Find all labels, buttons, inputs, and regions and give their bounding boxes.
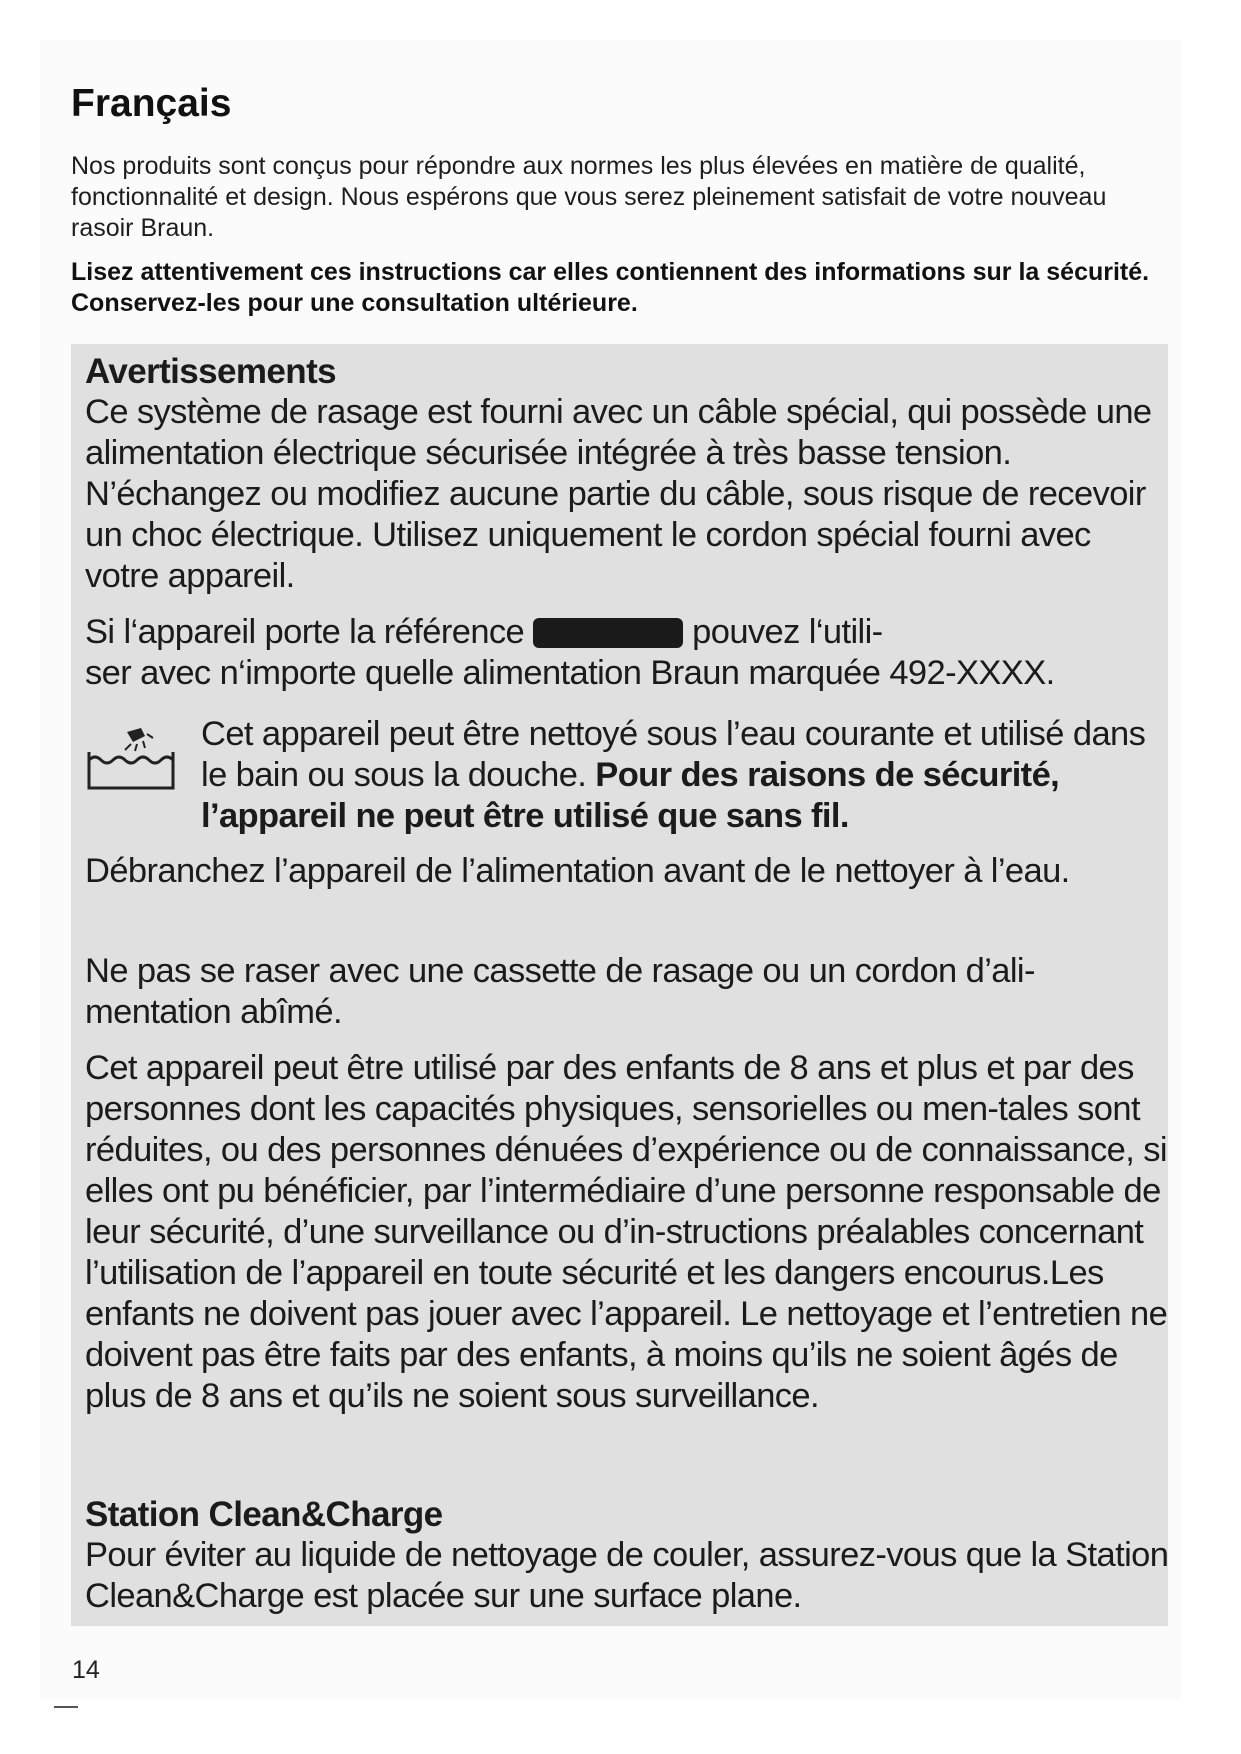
- page-number: 14: [72, 1656, 100, 1684]
- redacted-reference: [533, 618, 683, 648]
- reference-text-line2: ser avec n‘importe quelle alimentation Braun marquée 492-XXXX.: [85, 654, 1055, 692]
- warnings-water-paragraph: [201, 714, 1161, 837]
- footer-mark: [54, 1706, 78, 1708]
- water-text-bold: Pour des raisons de sécurité, l’appareil ne peut être utilisé que sans fil.: [201, 756, 1060, 835]
- water-text: Cet appareil peut être nettoyé sous l’eau courante et utilisé dans le bain ou sous la douche.: [201, 715, 1146, 794]
- page-title: Français: [71, 82, 232, 125]
- warnings-reference-paragraph: [85, 612, 1170, 694]
- station-paragraph: Pour éviter au liquide de nettoyage de couler, assurez-vous que la Station Clean&Charge est placée sur une surface plane.: [85, 1536, 1169, 1615]
- shower-bath-icon: [85, 722, 180, 792]
- warnings-title: Avertissements: [85, 352, 336, 391]
- warnings-cable-paragraph: Ce système de rasage est fourni avec un câble spécial, qui possède une alimentation électrique sécurisée intégrée à très basse tension. N’échangez ou modifiez aucune partie du câble, sous risque de recevoir un choc électrique. Utilisez uniquement le cordon spécial fourni avec votre appareil.: [85, 393, 1152, 595]
- reference-text-end: pouvez l‘utili-: [692, 613, 883, 651]
- warnings-unplug-paragraph: Débranchez l’appareil de l’alimentation avant de le nettoyer à l’eau.: [85, 852, 1070, 890]
- warnings-damaged-paragraph: Ne pas se raser avec une cassette de rasage ou un cordon d’ali-mentation abîmé.: [85, 952, 1035, 1031]
- station-title: Station Clean&Charge: [85, 1495, 443, 1534]
- intro-paragraph: Nos produits sont conçus pour répondre aux normes les plus élevées en matière de qualité, fonctionnalité et design. Nous espérons que vous serez pleinement satisfait de votre nouveau rasoir Braun.: [71, 152, 1107, 242]
- intro-safety-note: Lisez attentivement ces instructions car elles contiennent des informations sur la sécurité. Conservez-les pour une consultation ultérieure.: [71, 258, 1150, 317]
- warnings-children-paragraph: Cet appareil peut être utilisé par des enfants de 8 ans et plus et par des personnes dont les capacités physiques, sensorielles ou men-tales sont réduites, ou des personnes dénuées d’expérience ou de connaissance, si elles ont pu bénéficier, par l’intermédiaire d’une personne responsable de leur sécurité, d’une surveillance ou d’in-structions préalables concernant l’utilisation de l’appareil en toute sécurité et les dangers encourus.Les enfants ne doivent pas jouer avec l’appareil. Le nettoyage et l’entretien ne doivent pas être faits par des enfants, à moins qu’ils ne soient âgés de plus de 8 ans et qu’ils ne soient sous surveillance.: [85, 1049, 1168, 1415]
- reference-text-start: Si l‘appareil porte la référence: [85, 613, 525, 651]
